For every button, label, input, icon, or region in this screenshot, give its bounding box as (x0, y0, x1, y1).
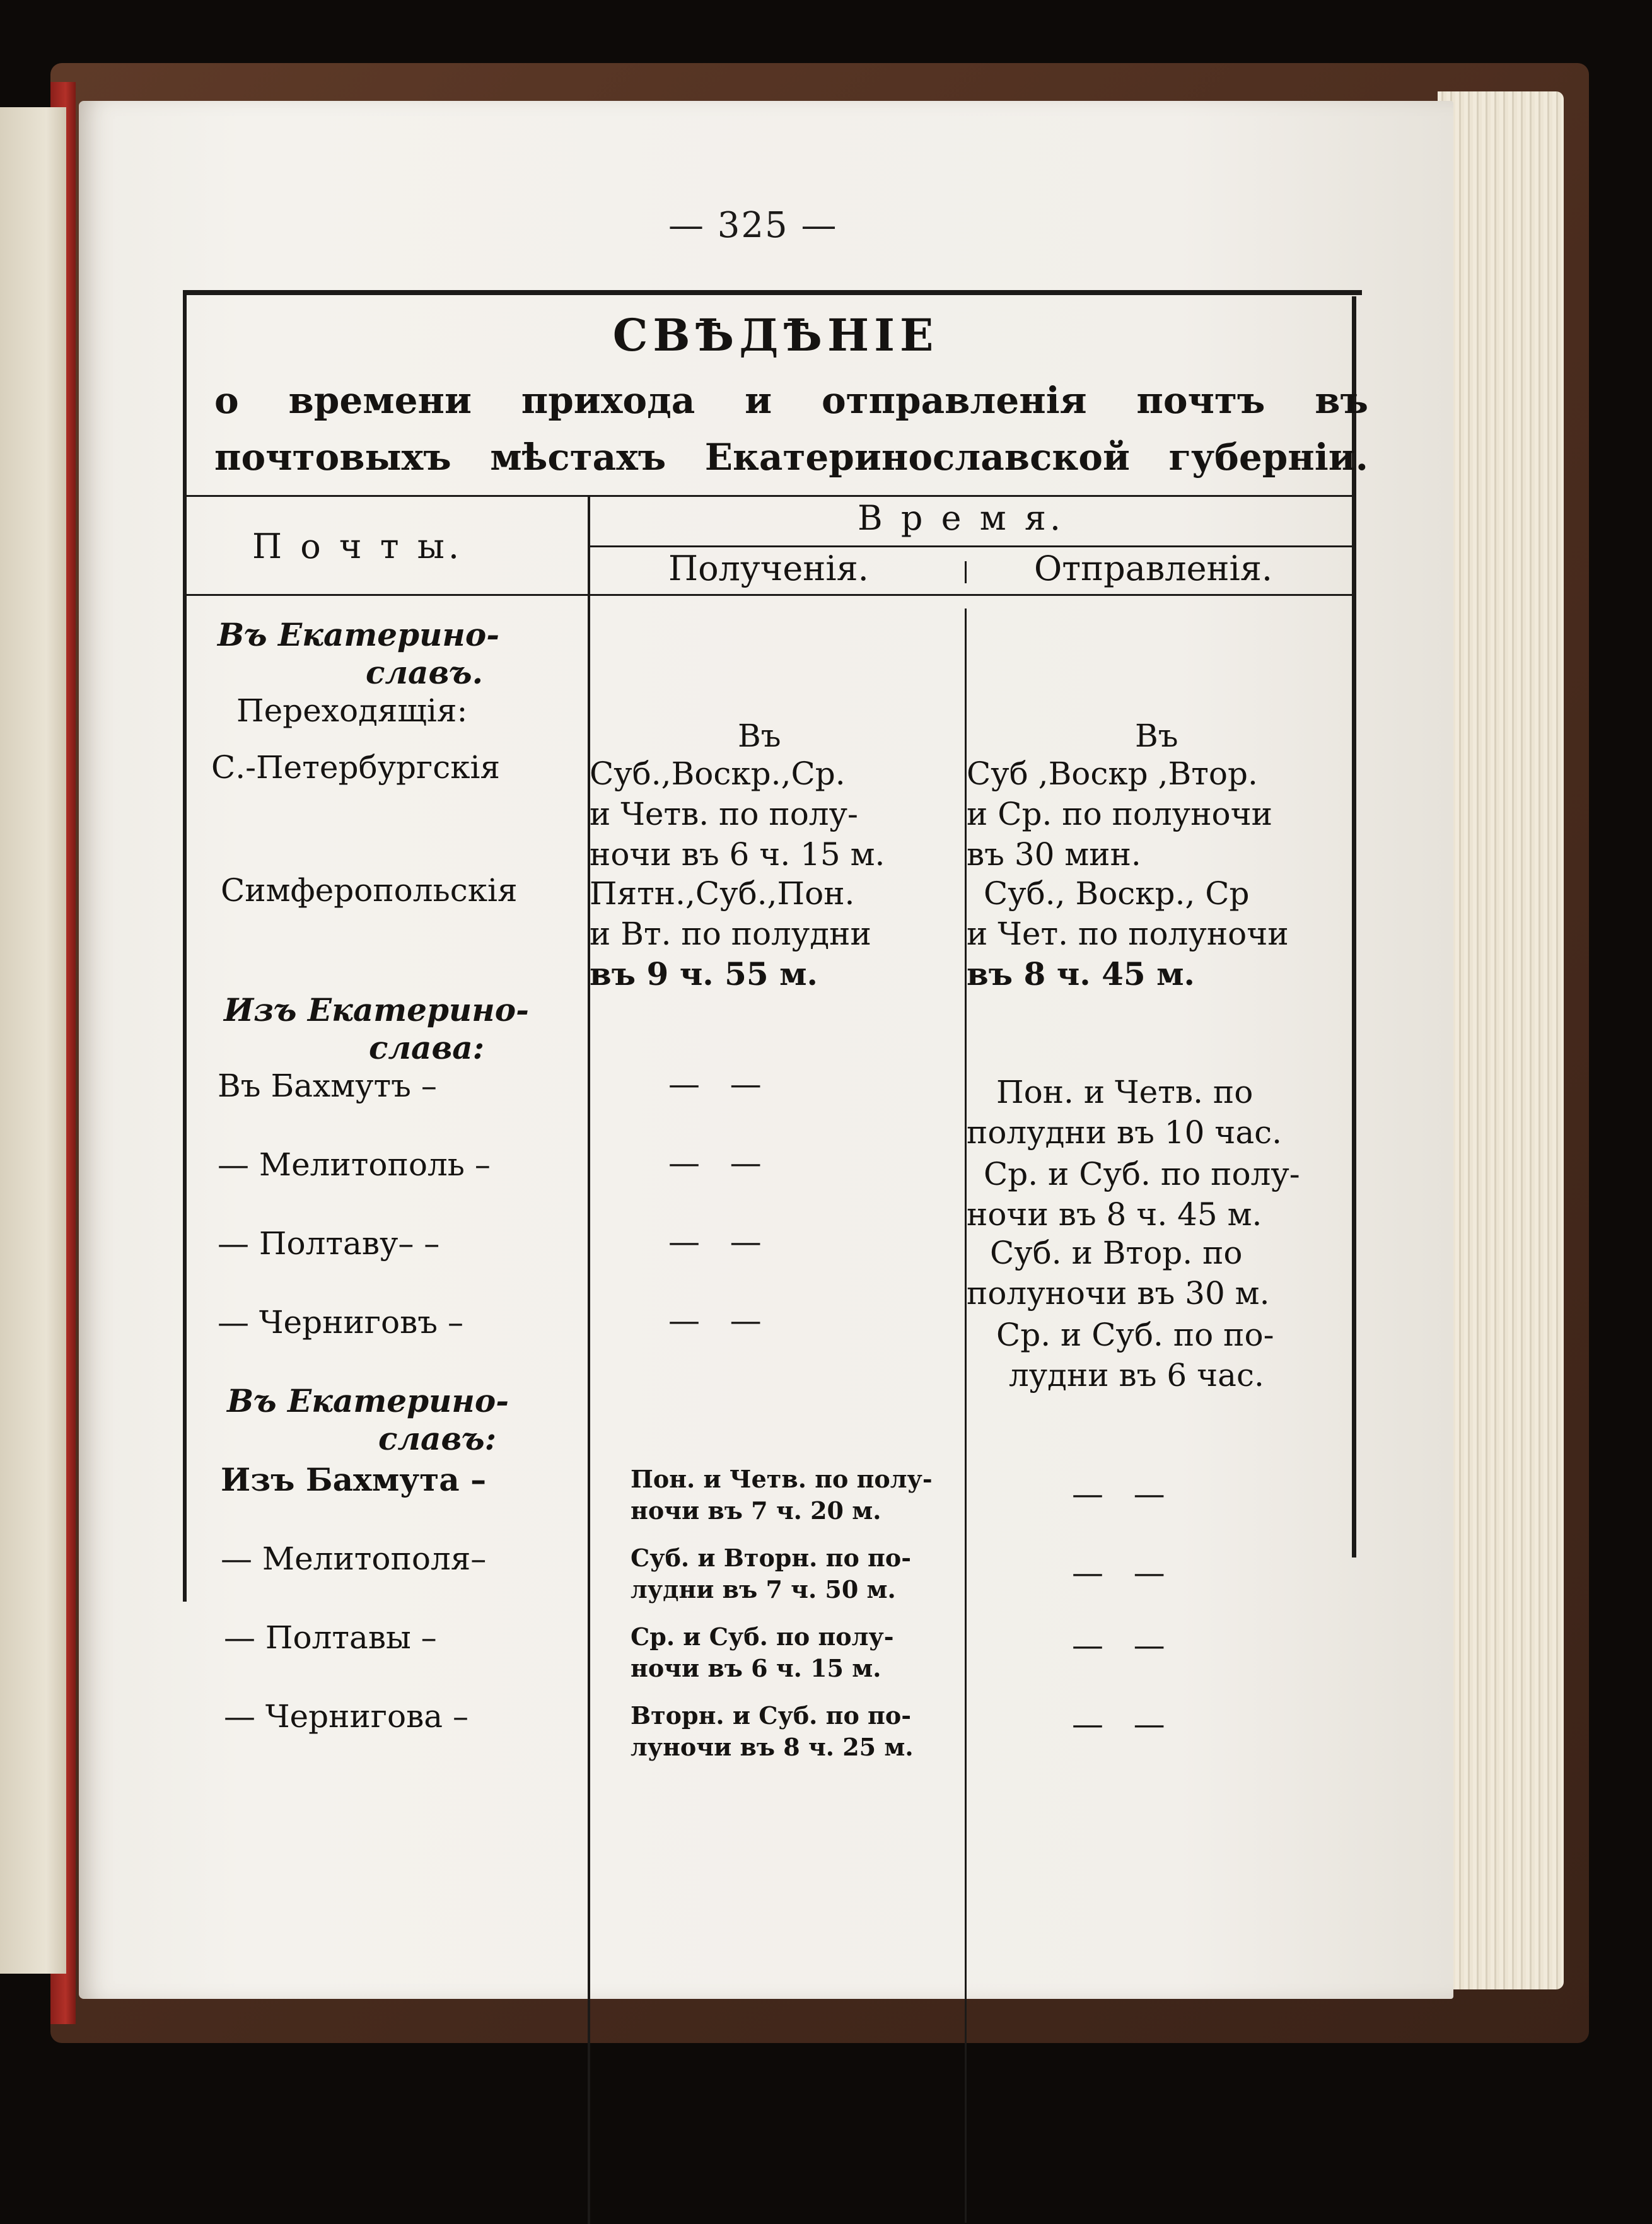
receipt-line: ночи въ 6 ч. 15 м. (590, 836, 885, 873)
dispatch-line: лудни въ 6 час. (1009, 1357, 1264, 1394)
empty-dispatch: — — (1072, 1554, 1165, 1591)
left-frame-rule (183, 290, 187, 1602)
post-name: — Полтавы – (224, 1619, 437, 1656)
dispatch-line: Суб. и Втор. по (990, 1235, 1243, 1271)
receipt-line: Пятн.,Суб.,Пон. (590, 875, 855, 912)
document-title: СВѢДѢНІЕ (612, 309, 939, 361)
section-heading: славъ: (378, 1420, 497, 1457)
section-subheading: Переходящія: (236, 692, 468, 729)
empty-receipt: — — (668, 1223, 762, 1260)
section-heading: Въ Екатерино- (218, 616, 499, 653)
page-edges (1438, 91, 1564, 1989)
section-heading: слава: (369, 1029, 485, 1066)
receipt-line: Суб. и Вторн. по по- (631, 1544, 911, 1572)
post-name: — Чернигова – (224, 1698, 468, 1735)
receipt-line: ночи въ 6 ч. 15 м. (631, 1654, 881, 1682)
dispatch-line: Суб ,Воскр ,Втор. (967, 755, 1258, 792)
post-name: — Мелитополь – (218, 1146, 491, 1183)
header-posts: П о ч т ы. (252, 527, 463, 566)
right-frame-rule (1352, 296, 1356, 1557)
section-heading: Изъ Екатерино- (224, 991, 529, 1028)
empty-receipt: — — (668, 1302, 762, 1339)
receipt-head: Въ (738, 718, 781, 754)
dispatch-line: Пон. и Четв. по (996, 1074, 1254, 1110)
empty-receipt: — — (668, 1144, 762, 1181)
receipt-line: ночи въ 7 ч. 20 м. (631, 1496, 881, 1525)
receipt-line: Суб.,Воскр.,Ср. (590, 755, 846, 792)
receipt-line: и Вт. по полудни (590, 916, 871, 952)
header-bottom-rule (187, 594, 1353, 596)
header-dispatch: Отправленія. (1034, 549, 1273, 588)
header-time: В р е м я. (858, 498, 1065, 538)
dispatch-line: Ср. и Суб. по полу- (984, 1156, 1300, 1192)
post-name: — Полтаву– – (218, 1225, 440, 1262)
receipt-line: въ 9 ч. 55 м. (590, 955, 818, 993)
document-subtitle: о времени прихода и отправленія почтъ въ почтовыхъ мѣстахъ Екатеринославской губерніи. (214, 379, 1368, 479)
left-page-edge (0, 107, 66, 1974)
header-receipt: Полученія. (668, 549, 869, 588)
section-heading: славъ. (366, 654, 484, 691)
dispatch-head: Въ (1135, 718, 1178, 754)
receipt-line: луночи въ 8 ч. 25 м. (631, 1733, 914, 1761)
column-separator-2 (965, 561, 967, 583)
dispatch-line: и Ср. по полуночи (967, 796, 1273, 832)
dispatch-line: Ср. и Суб. по по- (996, 1317, 1274, 1353)
dispatch-line: ночи въ 8 ч. 45 м. (967, 1196, 1262, 1233)
empty-dispatch: — — (1072, 1476, 1165, 1512)
receipt-line: Пон. и Четв. по полу- (631, 1465, 933, 1493)
receipt-line: Ср. и Суб. по полу- (631, 1622, 894, 1651)
dispatch-line: въ 8 ч. 45 м. (967, 955, 1195, 993)
dispatch-line: и Чет. по полуночи (967, 916, 1289, 952)
page-number: — 325 — (668, 205, 838, 246)
post-name: Въ Бахмутъ – (218, 1068, 437, 1104)
receipt-line: лудни въ 7 ч. 50 м. (631, 1575, 896, 1604)
receipt-line: Вторн. и Суб. по по- (631, 1701, 911, 1730)
section-heading: Въ Екатерино- (227, 1382, 509, 1419)
dispatch-line: полуночи въ 30 м. (967, 1275, 1270, 1312)
header-top-rule (187, 495, 1353, 497)
dispatch-line: Суб., Воскр., Ср (984, 875, 1250, 912)
dispatch-line: въ 30 мин. (967, 836, 1141, 873)
post-name: — Черниговъ – (218, 1304, 463, 1341)
header-mid-rule (590, 545, 1352, 547)
dispatch-line: полудни въ 10 час. (967, 1114, 1283, 1151)
empty-receipt: — — (668, 1066, 762, 1102)
post-name: С.-Петербургскія (211, 749, 501, 786)
top-rule (183, 290, 1362, 295)
post-name: — Мелитополя– (221, 1540, 487, 1577)
empty-dispatch: — — (1072, 1706, 1165, 1742)
post-name: Изъ Бахмута – (221, 1461, 487, 1498)
post-name: Симферопольскія (221, 872, 518, 909)
receipt-line: и Четв. по полу- (590, 796, 858, 832)
empty-dispatch: — — (1072, 1627, 1165, 1663)
